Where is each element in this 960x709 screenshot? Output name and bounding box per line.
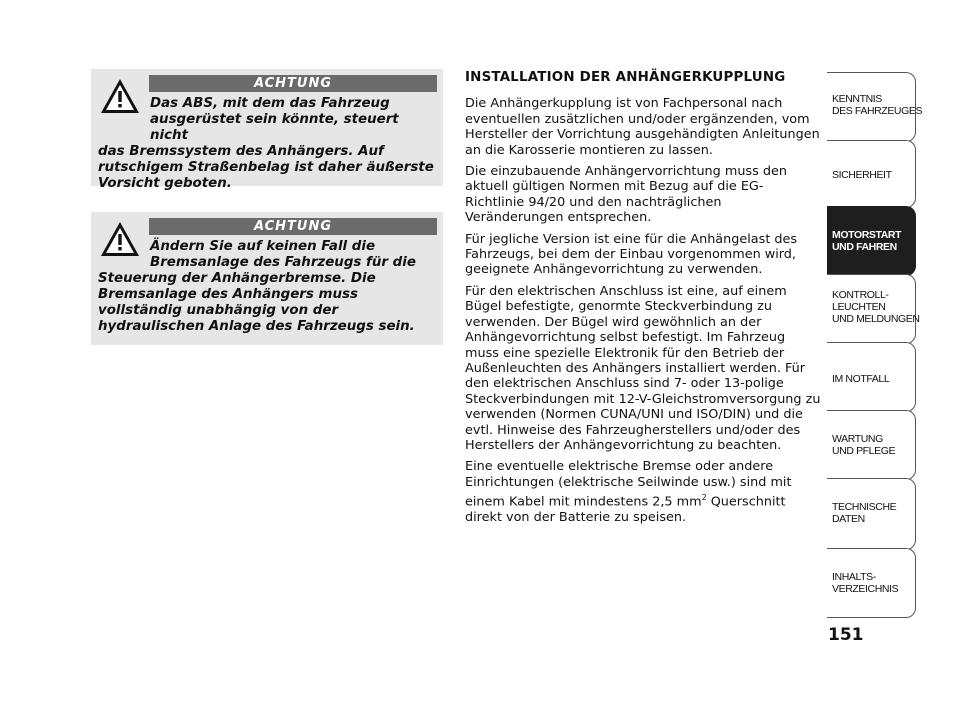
tab-label: KONTROLL- LEUCHTEN UND MELDUNGEN <box>832 289 920 325</box>
tab-technische-daten[interactable] <box>827 478 916 550</box>
tab-kontrollleuchten[interactable] <box>827 274 920 344</box>
tab-label: TECHNISCHE DATEN <box>832 501 897 525</box>
tab-label: WARTUNG UND PFLEGE <box>832 433 896 457</box>
page-number: 151 <box>828 625 864 645</box>
tab-label: MOTORSTART UND FAHREN <box>832 229 902 253</box>
tab-label: IM NOTFALL <box>832 373 890 385</box>
warning-text-intro: Ändern Sie auf keinen Fall die Bremsanlage des Fahrzeugs für die <box>150 239 416 270</box>
tab-sicherheit[interactable] <box>827 140 916 208</box>
article-text: Querschnitt direkt von der Batterie zu speisen. <box>465 494 786 525</box>
article-text: Eine eventuelle elektrische Bremse oder andere Einrichtungen (elektrische Seilwinde usw.) sind mit einem Kabel mit mindestens 2,5 mm <box>465 459 792 510</box>
tab-motorstart[interactable] <box>827 206 916 276</box>
tab-label: SICHERHEIT <box>832 169 892 181</box>
article-paragraph: Für den elektrischen Anschluss ist eine, auf einem Bügel befestigte, genormte Steckverbindung zu verwenden. Der Bügel wird gewöhnlich an der Anhängevorrichtung selbst befestigt. Im Fahrzeug muss eine spezielle Elektronik für den Betrieb der Außenleuchten des Anhängers installiert werden. Für den elektrischen Anschluss sind 7- oder 13-polige Steckverbindungen mit 12-V-Gleichstromversorgung zu verwenden (Normen CUNA/UNI und ISO/DIN) und die evtl. Hinweise des Fahrzeugherstellers und/oder des Herstellers der Anhängevorrichtung zu beachten. <box>465 283 821 453</box>
tab-inhaltsverzeichnis[interactable] <box>827 548 916 618</box>
superscript: 2 <box>701 493 707 503</box>
warning-box-brake <box>91 212 443 345</box>
article-paragraph: Für jegliche Version ist eine für die Anhängelast des Fahrzeugs, bei dem der Einbau vorgenommen wird, geeignete Anhängevorrichtung zu verwenden. <box>465 231 798 278</box>
warning-header: ACHTUNG <box>149 218 437 235</box>
article-paragraph: Die einzubauende Anhängervorrichtung muss den aktuell gültigen Normen mit Bezug auf die EG-Richtlinie 94/20 und den nachträglichen Veränderungen entsprechen. <box>465 164 787 226</box>
tab-im-notfall[interactable] <box>827 342 916 412</box>
warning-box-abs <box>91 69 443 191</box>
tab-label: INHALTS- VERZEICHNIS <box>832 571 899 595</box>
article-paragraph: Die Anhängerkupplung ist von Fachpersonal nach eventuellen zusätzlichen und/oder ergänzenden, vom Hersteller der Vorrichtung ausgehändigten Anleitungen an die Karosserie montieren zu lassen. <box>465 96 820 158</box>
warning-text-rest: Steuerung der Anhängerbremse. Die Bremsanlage des Anhängers muss vollständig unabhängig von der hydraulischen Anlage des Fahrzeugs sein. <box>98 271 415 334</box>
warning-text <box>98 96 436 192</box>
warning-text <box>98 239 436 335</box>
tab-kenntnis[interactable] <box>827 72 923 142</box>
article-paragraph <box>465 459 821 525</box>
article-title: INSTALLATION DER ANHÄNGERKUPPLUNG <box>465 70 786 85</box>
tab-label: KENNTNIS DES FAHRZEUGES <box>832 93 923 117</box>
warning-header: ACHTUNG <box>149 75 437 92</box>
warning-text-rest: das Bremssystem des Anhängers. Auf rutschigem Straßenbelag ist daher äußerste Vorsicht geboten. <box>98 144 434 191</box>
warning-text-intro: Das ABS, mit dem das Fahrzeug ausgerüstet sein könnte, steuert nicht <box>150 96 399 143</box>
tab-wartung[interactable] <box>827 410 916 480</box>
article <box>465 70 821 531</box>
